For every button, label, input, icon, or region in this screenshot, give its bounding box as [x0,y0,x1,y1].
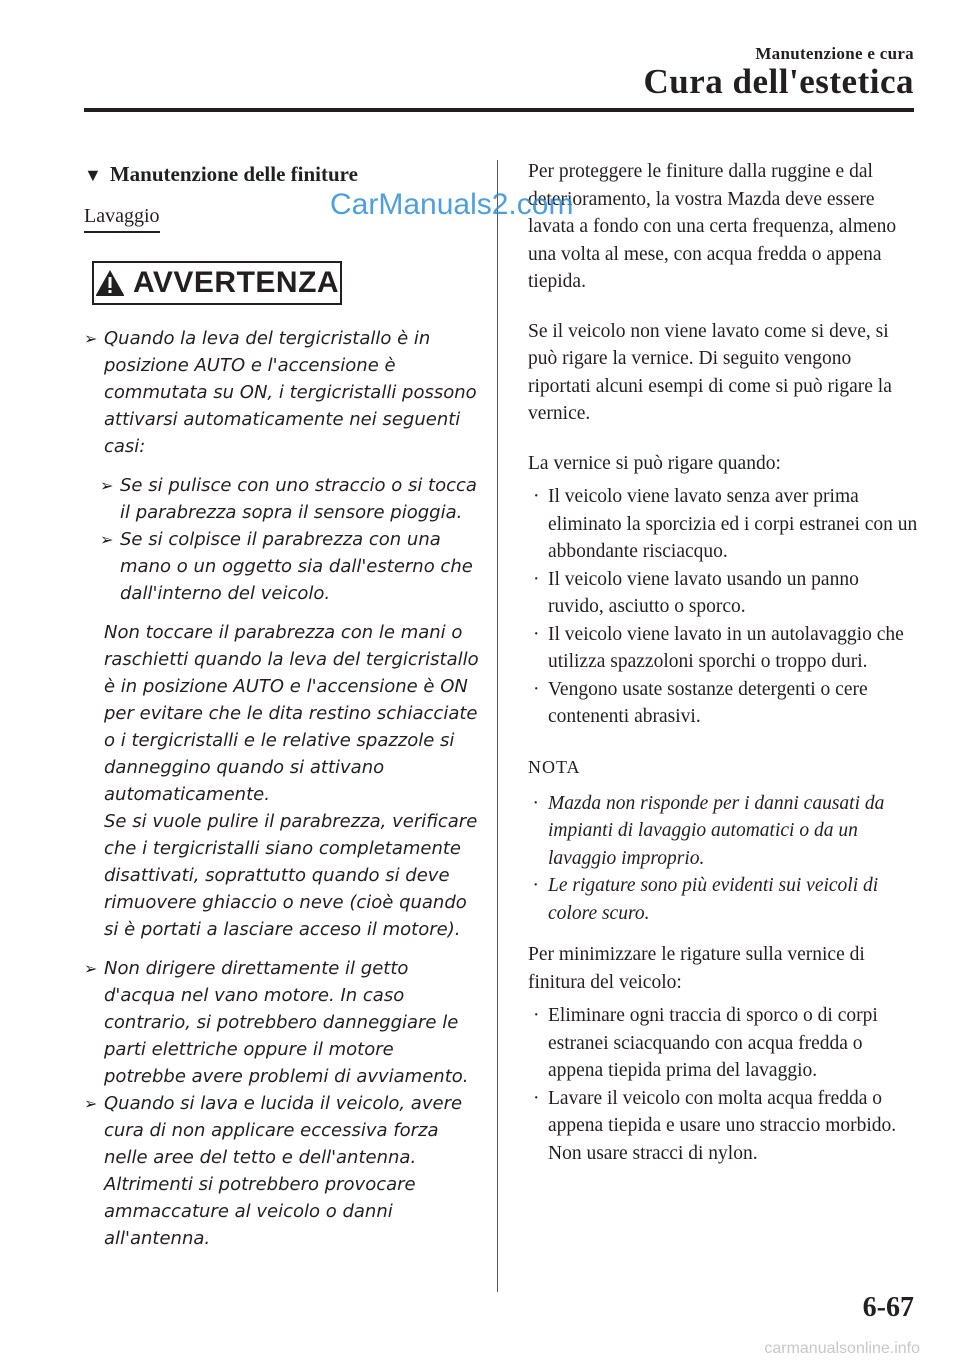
section-heading: ▼ Manutenzione delle finiture [84,162,358,186]
bullet-dot-icon: · [533,678,540,700]
warning-body [84,325,480,1252]
note-heading: NOTA [528,756,581,777]
arrow-bullet-icon: ➢ [100,530,114,549]
warning-item: ➢ Quando la leva del tergicristallo è in posizione AUTO e l'accensione è commutata su ON, i tergicristalli possono attivarsi automaticamente nei seguenti casi: [84,325,480,460]
list-item: · Lavare il veicolo con molta acqua fredda o appena tiepida e usare uno straccio morbido. Non usare stracci di nylon. [528,1085,918,1168]
bullet-dot-icon: · [533,568,540,590]
header-section-title: Cura dell'estetica [643,62,914,101]
paragraph: La vernice si può rigare quando: [528,452,781,474]
list-item: · Vengono usate sostanze detergenti o cere contenenti abrasivi. [528,676,918,731]
warning-paragraph: Non toccare il parabrezza con le mani o raschietti quando la leva del tergicristallo è in posizione AUTO e l'accensione è ON per evitare che le dita restino schiacciate o i tergicristalli e le relative spazzole si danneggino quando si attivano automaticamente. [104,622,479,805]
watermark-top: CarManuals2.com [330,188,574,221]
subsection-heading: Lavaggio [84,203,160,233]
column-divider [497,160,498,1292]
arrow-bullet-icon: ➢ [84,1094,98,1113]
triangle-down-icon: ▼ [84,165,102,185]
warning-subitem: ➢ Se si pulisce con uno straccio o si tocca il parabrezza sopra il sensore pioggia. [84,472,480,526]
list-item: · Mazda non risponde per i danni causati da impianti di lavaggio automatici o da un lavaggio improprio. [528,790,918,873]
list-item: · Il veicolo viene lavato usando un panno ruvido, asciutto o sporco. [528,566,918,621]
bullet-dot-icon: · [533,1087,540,1109]
warning-paragraph: Altrimenti si potrebbero provocare ammaccature al veicolo o danni all'antenna. [104,1174,416,1249]
bullet-list [528,483,918,731]
list-item: · Le rigature sono più evidenti sui veicoli di colore scuro. [528,872,918,927]
bullet-dot-icon: · [533,623,540,645]
watermark-bottom: carmanualsonline.info [764,1340,920,1357]
right-column [528,158,918,1167]
list-item: · Eliminare ogni traccia di sporco o di corpi estranei sciacquando con acqua fredda o appena tiepida prima del lavaggio. [528,1002,918,1085]
warning-item: ➢ Non dirigere direttamente il getto d'acqua nel vano motore. In caso contrario, si potrebbero danneggiare le parti elettriche oppure il motore potrebbe avere problemi di avviamento. [84,955,480,1090]
note-list [528,790,918,928]
paragraph: Per minimizzare le rigature sulla vernice di finitura del veicolo: [528,944,865,993]
arrow-bullet-icon: ➢ [84,959,98,978]
list-item: · Il veicolo viene lavato senza aver prima eliminato la sporcizia ed i corpi estranei con un abbondante risciacquo. [528,483,918,566]
header-chapter: Manutenzione e cura [755,44,914,63]
warning-triangle-icon [95,269,125,297]
arrow-bullet-icon: ➢ [100,476,114,495]
warning-paragraph: Se si vuole pulire il parabrezza, verificare che i tergicristalli siano completamente disattivati, soprattutto quando si deve rimuovere ghiaccio o neve (cioè quando si è portati a lasciare acceso il motore). [104,811,478,940]
warning-label: AVVERTENZA [132,266,340,299]
arrow-bullet-icon: ➢ [84,329,98,348]
page-number: 6-67 [862,1292,914,1323]
warning-subitem: ➢ Se si colpisce il parabrezza con una mano o un oggetto sia dall'esterno che dall'interno del veicolo. [84,526,480,607]
bullet-dot-icon: · [533,875,538,896]
left-column [84,158,480,1252]
header-rule [84,108,914,112]
bullet-dot-icon: · [533,1005,540,1026]
paragraph: Se il veicolo non viene lavato come si deve, si può rigare la vernice. Di seguito vengono riportati alcuni esempi di come si può rigare la vernice. [528,320,892,424]
bullet-dot-icon: · [533,486,540,507]
bullet-list [528,1002,918,1167]
warning-banner [92,261,342,305]
bullet-dot-icon: · [533,792,538,814]
paragraph: Per proteggere le finiture dalla ruggine e dal deterioramento, la vostra Mazda deve essere lavata a fondo con una certa frequenza, almeno una volta al mese, con acqua fredda o appena tiepida. [528,161,897,292]
warning-item: ➢ Quando si lava e lucida il veicolo, avere cura di non applicare eccessiva forza nelle aree del tetto e dell'antenna. [84,1090,480,1171]
list-item: · Il veicolo viene lavato in un autolavaggio che utilizza spazzoloni sporchi o troppo duri. [528,621,918,676]
